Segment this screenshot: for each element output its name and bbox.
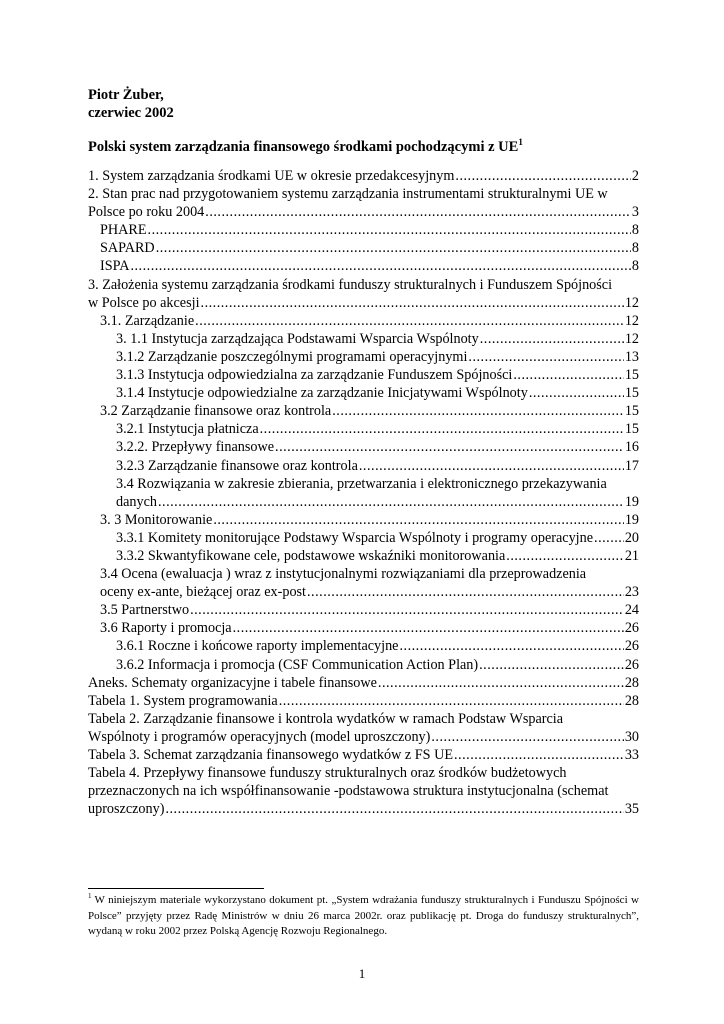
toc-entry-text: PHARE bbox=[100, 222, 147, 239]
toc-dot-leader bbox=[201, 294, 624, 312]
toc-entry-text: 3.3.1 Komitety monitorujące Podstawy Wsparcia Wspólnoty i programy operacyjne bbox=[116, 529, 594, 546]
toc-entry[interactable] bbox=[88, 619, 639, 637]
toc-entry[interactable] bbox=[88, 710, 639, 746]
toc-entry-text: danych bbox=[116, 493, 157, 510]
footnote bbox=[88, 893, 639, 940]
toc-entry-text: Wspólnoty i programów operacyjnych (model uproszczony) bbox=[88, 728, 431, 745]
toc-entry[interactable] bbox=[88, 457, 639, 475]
footnote-text: W niniejszym materiale wykorzystano dokument pt. „System wdrażania funduszy strukturalnych i Funduszu Spójności w Polsce” przyjęty przez Radę Ministrów w dniu 26 marca 2002r. oraz publikację pt. Droga do funduszy strukturalnych”, wydaną w roku 2002 przez Polską Agencję Rozwoju Regionalnego. bbox=[88, 894, 639, 937]
toc-entry[interactable] bbox=[88, 656, 639, 674]
toc-dot-leader bbox=[156, 239, 631, 257]
toc-entry[interactable] bbox=[88, 330, 639, 348]
toc-page-number: 17 bbox=[624, 457, 639, 474]
toc-entry-text: 3.6 Raporty i promocja bbox=[100, 620, 232, 637]
toc-page-number: 15 bbox=[624, 403, 639, 420]
toc-page-number: 19 bbox=[624, 511, 639, 528]
toc-entry-text: Tabela 4. Przepływy finansowe funduszy strukturalnych oraz środków budżetowych bbox=[88, 765, 567, 782]
toc-entry-text: ISPA bbox=[100, 258, 130, 275]
toc-entry-text: 3. 3 Monitorowanie bbox=[100, 511, 213, 528]
toc-entry[interactable] bbox=[88, 167, 639, 185]
toc-entry-text: 1. System zarządzania środkami UE w okresie przedakcesyjnym bbox=[88, 168, 455, 184]
toc-page-number: 23 bbox=[624, 584, 639, 601]
toc-entry-text: Polsce po roku 2004 bbox=[88, 204, 205, 221]
toc-dot-leader bbox=[594, 529, 624, 547]
toc-dot-leader bbox=[529, 384, 624, 402]
toc-entry-text: 3.1.2 Zarządzanie poszczególnymi programami operacyjnymi bbox=[116, 348, 468, 365]
toc-dot-leader bbox=[195, 312, 624, 330]
toc-entry-text: Tabela 3. Schemat zarządzania finansowego wydatków z FS UE bbox=[88, 747, 453, 763]
toc-page-number: 13 bbox=[624, 348, 639, 365]
toc-dot-leader bbox=[158, 493, 624, 511]
toc-entry[interactable] bbox=[88, 692, 639, 710]
document-title bbox=[88, 138, 523, 156]
document-title-text: Polski system zarządzania finansowego środkami pochodzącymi z UE bbox=[88, 139, 519, 155]
toc-page-number: 8 bbox=[631, 258, 639, 275]
toc-dot-leader bbox=[233, 619, 624, 637]
toc-dot-leader bbox=[205, 203, 631, 221]
toc-dot-leader bbox=[506, 547, 624, 565]
toc-entry[interactable] bbox=[88, 257, 639, 275]
toc-dot-leader bbox=[513, 366, 623, 384]
toc-entry-text: 3.4 Ocena (ewaluacja ) wraz z instytucjonalnymi rozwiązaniami dla przeprowadzenia bbox=[100, 566, 587, 583]
author-name: Piotr Żuber, bbox=[88, 87, 164, 103]
toc-page-number: 30 bbox=[624, 728, 639, 745]
toc-entry[interactable] bbox=[88, 185, 639, 221]
toc-entry-text: 3.2.3 Zarządzanie finansowe oraz kontrola bbox=[116, 457, 358, 474]
toc-entry-text: 3.6.2 Informacja i promocja (CSF Communication Action Plan) bbox=[116, 656, 479, 673]
toc-entry-text: uproszczony) bbox=[88, 801, 165, 818]
toc-dot-leader bbox=[190, 601, 624, 619]
toc-entry[interactable] bbox=[88, 239, 639, 257]
toc-dot-leader bbox=[480, 330, 624, 348]
toc-page-number: 8 bbox=[631, 240, 639, 257]
toc-entry-text: 3. Założenia systemu zarządzania środkami funduszy strukturalnych i Funduszem Spójności bbox=[88, 276, 613, 293]
toc-page-number: 21 bbox=[624, 547, 639, 564]
toc-entry-text: Tabela 2. Zarządzanie finansowe i kontrola wydatków w ramach Podstaw Wsparcia bbox=[88, 710, 564, 727]
toc-entry-text: Aneks. Schematy organizacyjne i tabele finansowe bbox=[88, 674, 377, 691]
toc-page-number: 16 bbox=[624, 439, 639, 456]
toc-entry-text: przeznaczonych na ich współfinansowanie -podstawowa struktura instytucjonalna (schemat bbox=[88, 783, 609, 800]
toc-dot-leader bbox=[468, 348, 623, 366]
document-date: czerwiec 2002 bbox=[88, 105, 174, 121]
toc-dot-leader bbox=[130, 257, 630, 275]
toc-entry-text: 3.1.3 Instytucja odpowiedzialna za zarządzanie Funduszem Spójności bbox=[116, 367, 513, 384]
footnote-mark: 1 bbox=[88, 892, 92, 901]
toc-entry[interactable] bbox=[88, 366, 639, 384]
toc-entry[interactable] bbox=[88, 601, 639, 619]
toc-entry[interactable] bbox=[88, 438, 639, 456]
toc-entry[interactable] bbox=[88, 764, 639, 818]
toc-page-number: 8 bbox=[631, 222, 639, 239]
toc-entry-text: w Polsce po akcesji bbox=[88, 294, 200, 311]
toc-dot-leader bbox=[275, 438, 624, 456]
toc-page-number: 19 bbox=[624, 493, 639, 510]
toc-page-number: 26 bbox=[624, 656, 639, 673]
toc-dot-leader bbox=[260, 420, 624, 438]
toc-page-number: 15 bbox=[624, 421, 639, 438]
toc-entry-text: 3.4 Rozwiązania w zakresie zbierania, przetwarzania i elektronicznego przekazywania bbox=[116, 475, 607, 492]
toc-entry-text: 3.1. Zarządzanie bbox=[100, 312, 195, 329]
toc-dot-leader bbox=[148, 221, 631, 239]
toc-entry-text: oceny ex-ante, bieżącej oraz ex-post bbox=[100, 584, 306, 601]
page-number: 1 bbox=[358, 966, 366, 981]
toc-dot-leader bbox=[213, 511, 624, 529]
toc-entry[interactable] bbox=[88, 637, 639, 655]
toc-entry[interactable] bbox=[88, 674, 639, 692]
toc-entry-text: 3.1.4 Instytucje odpowiedzialne za zarządzanie Inicjatywami Wspólnoty bbox=[116, 385, 528, 402]
toc-dot-leader bbox=[332, 402, 624, 420]
toc-dot-leader bbox=[455, 167, 631, 185]
toc-entry-text: 3.5 Partnerstwo bbox=[100, 602, 190, 619]
toc-entry[interactable] bbox=[88, 384, 639, 402]
toc-page-number: 35 bbox=[624, 801, 639, 818]
footnote-reference[interactable]: 1 bbox=[518, 137, 523, 148]
toc-page-number: 12 bbox=[624, 294, 639, 311]
toc-entry-text: 3. 1.1 Instytucja zarządzająca Podstawami Wsparcia Wspólnoty bbox=[116, 330, 479, 347]
table-of-contents bbox=[88, 167, 639, 818]
toc-entry[interactable] bbox=[88, 402, 639, 420]
toc-entry-text: 3.3.2 Skwantyfikowane cele, podstawowe wskaźniki monitorowania bbox=[116, 547, 506, 564]
toc-dot-leader bbox=[279, 692, 624, 710]
toc-entry[interactable] bbox=[88, 475, 639, 511]
toc-entry[interactable] bbox=[88, 547, 639, 565]
toc-entry[interactable] bbox=[88, 746, 639, 764]
toc-dot-leader bbox=[359, 457, 624, 475]
toc-entry[interactable] bbox=[88, 348, 639, 366]
toc-entry-text: Tabela 1. System programowania bbox=[88, 692, 278, 709]
toc-entry-text: 2. Stan prac nad przygotowaniem systemu zarządzania instrumentami strukturalnymi UE w bbox=[88, 186, 608, 203]
toc-dot-leader bbox=[431, 728, 623, 746]
footnote-separator bbox=[88, 888, 264, 889]
toc-entry[interactable] bbox=[88, 276, 639, 312]
toc-page-number: 20 bbox=[624, 529, 639, 546]
toc-entry-text: 3.2.2. Przepływy finansowe bbox=[116, 439, 275, 456]
toc-page-number: 28 bbox=[624, 674, 639, 691]
toc-page-number: 12 bbox=[624, 330, 639, 347]
toc-dot-leader bbox=[165, 800, 623, 818]
toc-page-number: 15 bbox=[624, 385, 639, 402]
toc-page-number: 24 bbox=[624, 602, 639, 619]
toc-dot-leader bbox=[378, 674, 624, 692]
toc-entry[interactable] bbox=[88, 565, 639, 601]
toc-entry[interactable] bbox=[88, 529, 639, 547]
toc-page-number: 33 bbox=[624, 747, 639, 763]
toc-entry[interactable] bbox=[88, 511, 639, 529]
toc-entry[interactable] bbox=[88, 420, 639, 438]
toc-page-number: 26 bbox=[624, 638, 639, 655]
toc-page-number: 2 bbox=[631, 168, 639, 184]
toc-page-number: 3 bbox=[631, 204, 639, 221]
toc-entry[interactable] bbox=[88, 221, 639, 239]
toc-dot-leader bbox=[454, 746, 624, 764]
toc-page-number: 12 bbox=[624, 312, 639, 329]
toc-dot-leader bbox=[399, 637, 623, 655]
toc-entry-text: 3.2.1 Instytucja płatnicza bbox=[116, 421, 259, 438]
author-block bbox=[88, 86, 174, 122]
toc-dot-leader bbox=[479, 656, 624, 674]
toc-page-number: 28 bbox=[624, 692, 639, 709]
toc-entry[interactable] bbox=[88, 312, 639, 330]
toc-page-number: 26 bbox=[624, 620, 639, 637]
toc-dot-leader bbox=[307, 583, 624, 601]
toc-entry-text: 3.6.1 Roczne i końcowe raporty implementacyjne bbox=[116, 638, 399, 655]
toc-page-number: 15 bbox=[624, 367, 639, 384]
toc-entry-text: 3.2 Zarządzanie finansowe oraz kontrola bbox=[100, 403, 332, 420]
toc-entry-text: SAPARD bbox=[100, 240, 155, 257]
